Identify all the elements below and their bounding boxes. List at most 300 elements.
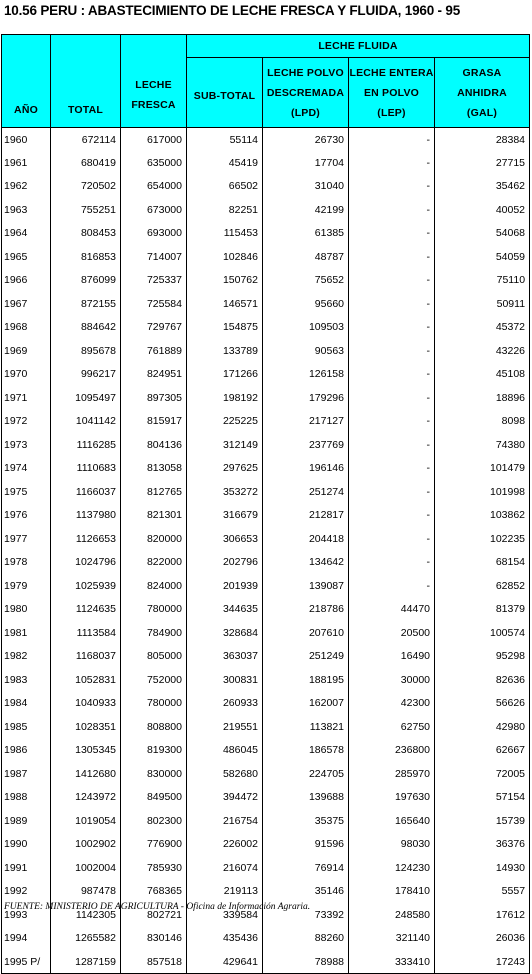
cell-lep: - (349, 363, 435, 387)
cell-lep: 248580 (349, 903, 435, 927)
cell-lpd: 88260 (263, 927, 349, 951)
cell-leche-fresca: 768365 (121, 880, 187, 904)
cell-total: 895678 (51, 339, 121, 363)
cell-total: 1142305 (51, 903, 121, 927)
cell-leche-fresca: 654000 (121, 175, 187, 199)
cell-subtotal: 198192 (187, 386, 263, 410)
cell-lpd: 78988 (263, 950, 349, 974)
cell-subtotal: 582680 (187, 762, 263, 786)
cell-leche-fresca: 729767 (121, 316, 187, 340)
cell-gal: 27715 (435, 151, 530, 175)
cell-subtotal: 226002 (187, 833, 263, 857)
cell-subtotal: 328684 (187, 621, 263, 645)
cell-lpd: 139688 (263, 786, 349, 810)
cell-leche-fresca: 805000 (121, 645, 187, 669)
cell-total: 1168037 (51, 645, 121, 669)
cell-lep: 44470 (349, 598, 435, 622)
cell-lep: - (349, 480, 435, 504)
cell-anio: 1989 (2, 809, 51, 833)
table-row (2, 457, 530, 481)
cell-subtotal: 306653 (187, 527, 263, 551)
cell-leche-fresca: 635000 (121, 151, 187, 175)
cell-total: 1137980 (51, 504, 121, 528)
cell-gal: 54059 (435, 245, 530, 269)
cell-leche-fresca: 804136 (121, 433, 187, 457)
cell-lep: - (349, 198, 435, 222)
cell-lpd: 162007 (263, 692, 349, 716)
cell-gal: 54068 (435, 222, 530, 246)
cell-lep: - (349, 316, 435, 340)
cell-lep: - (349, 551, 435, 575)
table-row (2, 433, 530, 457)
cell-lep: 197630 (349, 786, 435, 810)
cell-gal: 18896 (435, 386, 530, 410)
cell-gal: 45372 (435, 316, 530, 340)
cell-subtotal: 55114 (187, 128, 263, 152)
cell-total: 1019054 (51, 809, 121, 833)
cell-anio: 1979 (2, 574, 51, 598)
table-header (2, 35, 530, 128)
cell-total: 876099 (51, 269, 121, 293)
cell-lep: - (349, 527, 435, 551)
cell-subtotal: 146571 (187, 292, 263, 316)
cell-total: 1412680 (51, 762, 121, 786)
cell-total: 1095497 (51, 386, 121, 410)
cell-gal: 28384 (435, 128, 530, 152)
cell-gal: 45108 (435, 363, 530, 387)
table-row (2, 715, 530, 739)
cell-subtotal: 486045 (187, 739, 263, 763)
cell-lep: 285970 (349, 762, 435, 786)
cell-lep: 20500 (349, 621, 435, 645)
cell-total: 720502 (51, 175, 121, 199)
cell-anio: 1988 (2, 786, 51, 810)
cell-leche-fresca: 830000 (121, 762, 187, 786)
source-note: FUENTE: MINISTERIO DE AGRICULTURA - Oficina de Información Agraria. (4, 902, 311, 912)
cell-subtotal: 150762 (187, 269, 263, 293)
table-row (2, 339, 530, 363)
cell-lpd: 91596 (263, 833, 349, 857)
cell-leche-fresca: 824000 (121, 574, 187, 598)
cell-total: 872155 (51, 292, 121, 316)
cell-gal: 102235 (435, 527, 530, 551)
cell-subtotal: 394472 (187, 786, 263, 810)
table-row (2, 551, 530, 575)
cell-lpd: 31040 (263, 175, 349, 199)
cell-total: 1002902 (51, 833, 121, 857)
cell-subtotal: 171266 (187, 363, 263, 387)
cell-leche-fresca: 776900 (121, 833, 187, 857)
cell-lep: - (349, 433, 435, 457)
cell-gal: 14930 (435, 856, 530, 880)
table-row (2, 574, 530, 598)
table-row (2, 245, 530, 269)
cell-gal: 17243 (435, 950, 530, 974)
cell-leche-fresca: 785930 (121, 856, 187, 880)
cell-leche-fresca: 815917 (121, 410, 187, 434)
table-row (2, 598, 530, 622)
cell-lpd: 207610 (263, 621, 349, 645)
table-row (2, 363, 530, 387)
cell-lpd: 224705 (263, 762, 349, 786)
cell-lpd: 73392 (263, 903, 349, 927)
cell-anio: 1983 (2, 668, 51, 692)
cell-total: 1124635 (51, 598, 121, 622)
col-header-gal: GRASA ANHIDRA (GAL) (435, 58, 530, 128)
cell-subtotal: 225225 (187, 410, 263, 434)
cell-lpd: 237769 (263, 433, 349, 457)
cell-anio: 1978 (2, 551, 51, 575)
cell-anio: 1974 (2, 457, 51, 481)
cell-subtotal: 339584 (187, 903, 263, 927)
cell-gal: 103862 (435, 504, 530, 528)
cell-lpd: 179296 (263, 386, 349, 410)
cell-lep: 321140 (349, 927, 435, 951)
cell-lep: 98030 (349, 833, 435, 857)
cell-subtotal: 260933 (187, 692, 263, 716)
cell-lep: - (349, 151, 435, 175)
cell-anio: 1995 P/ (2, 950, 51, 974)
cell-subtotal: 102846 (187, 245, 263, 269)
cell-total: 1041142 (51, 410, 121, 434)
cell-subtotal: 219551 (187, 715, 263, 739)
cell-subtotal: 300831 (187, 668, 263, 692)
table-row (2, 269, 530, 293)
cell-subtotal: 45419 (187, 151, 263, 175)
cell-gal: 101479 (435, 457, 530, 481)
cell-gal: 43226 (435, 339, 530, 363)
cell-leche-fresca: 714007 (121, 245, 187, 269)
cell-lpd: 35146 (263, 880, 349, 904)
table-row (2, 927, 530, 951)
cell-gal: 42980 (435, 715, 530, 739)
cell-lpd: 196146 (263, 457, 349, 481)
cell-subtotal: 115453 (187, 222, 263, 246)
table-row (2, 386, 530, 410)
cell-gal: 36376 (435, 833, 530, 857)
cell-subtotal: 82251 (187, 198, 263, 222)
cell-anio: 1976 (2, 504, 51, 528)
table-row (2, 950, 530, 974)
cell-anio: 1969 (2, 339, 51, 363)
cell-total: 1028351 (51, 715, 121, 739)
cell-lpd: 61385 (263, 222, 349, 246)
page-title: 10.56 PERU : ABASTECIMIENTO DE LECHE FRESCA Y FLUIDA, 1960 - 95 (4, 3, 461, 18)
cell-leche-fresca: 761889 (121, 339, 187, 363)
cell-lep: - (349, 128, 435, 152)
cell-gal: 57154 (435, 786, 530, 810)
cell-gal: 95298 (435, 645, 530, 669)
cell-anio: 1962 (2, 175, 51, 199)
cell-anio: 1987 (2, 762, 51, 786)
table-row (2, 198, 530, 222)
cell-gal: 50911 (435, 292, 530, 316)
cell-lpd: 139087 (263, 574, 349, 598)
table-row (2, 645, 530, 669)
cell-lpd: 90563 (263, 339, 349, 363)
cell-gal: 81379 (435, 598, 530, 622)
cell-anio: 1961 (2, 151, 51, 175)
cell-total: 1025939 (51, 574, 121, 598)
cell-subtotal: 363037 (187, 645, 263, 669)
cell-anio: 1977 (2, 527, 51, 551)
cell-anio: 1993 (2, 903, 51, 927)
cell-gal: 26036 (435, 927, 530, 951)
cell-leche-fresca: 693000 (121, 222, 187, 246)
cell-anio: 1986 (2, 739, 51, 763)
table-row (2, 739, 530, 763)
cell-total: 672114 (51, 128, 121, 152)
col-header-anio: AÑO (2, 35, 51, 128)
cell-total: 884642 (51, 316, 121, 340)
cell-gal: 100574 (435, 621, 530, 645)
table-row (2, 856, 530, 880)
cell-leche-fresca: 857518 (121, 950, 187, 974)
cell-lpd: 109503 (263, 316, 349, 340)
cell-lpd: 48787 (263, 245, 349, 269)
cell-anio: 1990 (2, 833, 51, 857)
cell-gal: 72005 (435, 762, 530, 786)
cell-gal: 82636 (435, 668, 530, 692)
cell-leche-fresca: 820000 (121, 527, 187, 551)
table-row (2, 692, 530, 716)
cell-leche-fresca: 808800 (121, 715, 187, 739)
cell-anio: 1982 (2, 645, 51, 669)
cell-lpd: 212817 (263, 504, 349, 528)
cell-total: 1040933 (51, 692, 121, 716)
table-row (2, 175, 530, 199)
table-row (2, 151, 530, 175)
cell-anio: 1970 (2, 363, 51, 387)
cell-anio: 1973 (2, 433, 51, 457)
cell-subtotal: 216754 (187, 809, 263, 833)
cell-leche-fresca: 822000 (121, 551, 187, 575)
cell-lpd: 251274 (263, 480, 349, 504)
cell-gal: 75110 (435, 269, 530, 293)
cell-total: 1002004 (51, 856, 121, 880)
cell-gal: 56626 (435, 692, 530, 716)
cell-lpd: 26730 (263, 128, 349, 152)
cell-lep: - (349, 175, 435, 199)
cell-lpd: 186578 (263, 739, 349, 763)
cell-subtotal: 344635 (187, 598, 263, 622)
cell-lep: 124230 (349, 856, 435, 880)
cell-subtotal: 435436 (187, 927, 263, 951)
cell-lep: - (349, 574, 435, 598)
cell-total: 1110683 (51, 457, 121, 481)
cell-gal: 68154 (435, 551, 530, 575)
cell-leche-fresca: 725337 (121, 269, 187, 293)
data-table (1, 34, 530, 974)
cell-lpd: 218786 (263, 598, 349, 622)
cell-leche-fresca: 780000 (121, 692, 187, 716)
cell-lpd: 134642 (263, 551, 349, 575)
cell-anio: 1972 (2, 410, 51, 434)
cell-lpd: 204418 (263, 527, 349, 551)
table-row (2, 880, 530, 904)
col-header-subtotal: SUB-TOTAL (187, 58, 263, 128)
cell-lep: - (349, 269, 435, 293)
cell-subtotal: 316679 (187, 504, 263, 528)
cell-lep: - (349, 292, 435, 316)
cell-leche-fresca: 812765 (121, 480, 187, 504)
cell-leche-fresca: 752000 (121, 668, 187, 692)
cell-leche-fresca: 673000 (121, 198, 187, 222)
cell-subtotal: 219113 (187, 880, 263, 904)
cell-lpd: 42199 (263, 198, 349, 222)
cell-lep: - (349, 410, 435, 434)
cell-gal: 8098 (435, 410, 530, 434)
cell-anio: 1966 (2, 269, 51, 293)
cell-subtotal: 154875 (187, 316, 263, 340)
col-group-leche-fluida: LECHE FLUIDA (187, 35, 530, 58)
table-row (2, 504, 530, 528)
cell-subtotal: 353272 (187, 480, 263, 504)
table-row (2, 668, 530, 692)
cell-anio: 1975 (2, 480, 51, 504)
table-row (2, 621, 530, 645)
table-row (2, 786, 530, 810)
cell-leche-fresca: 821301 (121, 504, 187, 528)
col-header-total: TOTAL (51, 35, 121, 128)
cell-lep: - (349, 386, 435, 410)
cell-leche-fresca: 784900 (121, 621, 187, 645)
table-row (2, 410, 530, 434)
cell-subtotal: 429641 (187, 950, 263, 974)
cell-total: 1113584 (51, 621, 121, 645)
cell-lep: - (349, 245, 435, 269)
col-header-lep: LECHE ENTERA EN POLVO (LEP) (349, 58, 435, 128)
cell-lpd: 217127 (263, 410, 349, 434)
cell-anio: 1960 (2, 128, 51, 152)
cell-lpd: 126158 (263, 363, 349, 387)
cell-gal: 15739 (435, 809, 530, 833)
cell-total: 1116285 (51, 433, 121, 457)
cell-total: 755251 (51, 198, 121, 222)
cell-anio: 1965 (2, 245, 51, 269)
cell-total: 808453 (51, 222, 121, 246)
cell-lpd: 95660 (263, 292, 349, 316)
cell-lpd: 17704 (263, 151, 349, 175)
cell-total: 1166037 (51, 480, 121, 504)
cell-leche-fresca: 802300 (121, 809, 187, 833)
cell-lep: 30000 (349, 668, 435, 692)
cell-total: 816853 (51, 245, 121, 269)
table-row (2, 316, 530, 340)
cell-anio: 1991 (2, 856, 51, 880)
cell-anio: 1980 (2, 598, 51, 622)
cell-lpd: 188195 (263, 668, 349, 692)
cell-anio: 1981 (2, 621, 51, 645)
cell-anio: 1984 (2, 692, 51, 716)
cell-lep: 165640 (349, 809, 435, 833)
cell-gal: 62852 (435, 574, 530, 598)
cell-subtotal: 297625 (187, 457, 263, 481)
cell-leche-fresca: 824951 (121, 363, 187, 387)
cell-gal: 74380 (435, 433, 530, 457)
cell-gal: 17612 (435, 903, 530, 927)
col-header-leche-fresca: LECHE FRESCA (121, 35, 187, 128)
cell-leche-fresca: 897305 (121, 386, 187, 410)
cell-lep: 236800 (349, 739, 435, 763)
cell-total: 1287159 (51, 950, 121, 974)
cell-leche-fresca: 802721 (121, 903, 187, 927)
cell-gal: 5557 (435, 880, 530, 904)
cell-total: 1305345 (51, 739, 121, 763)
cell-total: 1052831 (51, 668, 121, 692)
cell-lep: 62750 (349, 715, 435, 739)
table-row (2, 762, 530, 786)
table-row (2, 292, 530, 316)
cell-lpd: 76914 (263, 856, 349, 880)
cell-lep: 16490 (349, 645, 435, 669)
cell-leche-fresca: 780000 (121, 598, 187, 622)
cell-lep: 42300 (349, 692, 435, 716)
cell-total: 1243972 (51, 786, 121, 810)
cell-total: 1126653 (51, 527, 121, 551)
cell-lep: 333410 (349, 950, 435, 974)
cell-leche-fresca: 830146 (121, 927, 187, 951)
cell-leche-fresca: 617000 (121, 128, 187, 152)
cell-leche-fresca: 725584 (121, 292, 187, 316)
cell-subtotal: 133789 (187, 339, 263, 363)
cell-anio: 1964 (2, 222, 51, 246)
cell-subtotal: 201939 (187, 574, 263, 598)
table-body (2, 128, 530, 974)
cell-total: 1265582 (51, 927, 121, 951)
cell-gal: 101998 (435, 480, 530, 504)
cell-anio: 1994 (2, 927, 51, 951)
cell-lep: - (349, 339, 435, 363)
cell-lep: - (349, 222, 435, 246)
cell-subtotal: 202796 (187, 551, 263, 575)
table-row (2, 833, 530, 857)
table-row (2, 480, 530, 504)
cell-leche-fresca: 819300 (121, 739, 187, 763)
cell-anio: 1971 (2, 386, 51, 410)
cell-total: 1024796 (51, 551, 121, 575)
table-row (2, 222, 530, 246)
cell-lep: - (349, 504, 435, 528)
cell-lep: - (349, 457, 435, 481)
cell-lpd: 35375 (263, 809, 349, 833)
cell-subtotal: 66502 (187, 175, 263, 199)
cell-anio: 1985 (2, 715, 51, 739)
table-row (2, 809, 530, 833)
col-header-lpd: LECHE POLVO DESCREMADA (LPD) (263, 58, 349, 128)
cell-lpd: 113821 (263, 715, 349, 739)
cell-anio: 1967 (2, 292, 51, 316)
cell-lpd: 251249 (263, 645, 349, 669)
cell-lpd: 75652 (263, 269, 349, 293)
cell-total: 996217 (51, 363, 121, 387)
cell-gal: 40052 (435, 198, 530, 222)
cell-total: 680419 (51, 151, 121, 175)
cell-anio: 1992 (2, 880, 51, 904)
cell-leche-fresca: 813058 (121, 457, 187, 481)
cell-anio: 1963 (2, 198, 51, 222)
cell-gal: 62667 (435, 739, 530, 763)
cell-lep: 178410 (349, 880, 435, 904)
table-row (2, 128, 530, 152)
table-row (2, 527, 530, 551)
cell-subtotal: 312149 (187, 433, 263, 457)
cell-gal: 35462 (435, 175, 530, 199)
cell-total: 987478 (51, 880, 121, 904)
cell-subtotal: 216074 (187, 856, 263, 880)
cell-anio: 1968 (2, 316, 51, 340)
cell-leche-fresca: 849500 (121, 786, 187, 810)
